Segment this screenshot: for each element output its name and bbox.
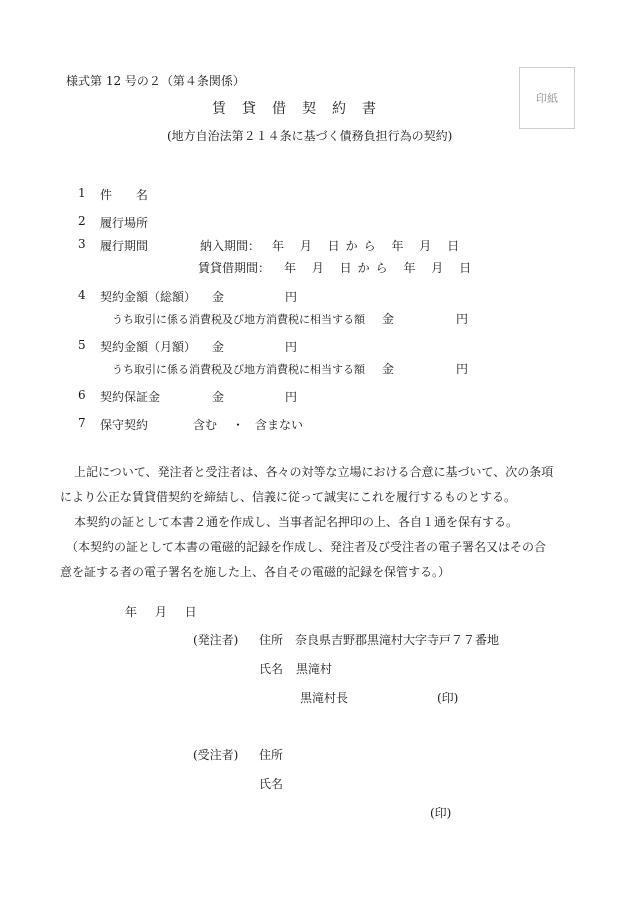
orderer-name-label: 氏名 xyxy=(259,662,284,676)
item-5-number: 5 xyxy=(78,338,86,352)
stamp-label: 印紙 xyxy=(536,92,558,105)
orderer-name: 黒滝村 xyxy=(296,662,333,676)
orderer-seal-mark: (印) xyxy=(437,691,459,705)
item-6-kin: 金 xyxy=(212,390,225,404)
item-4-tax-kin: 金 xyxy=(382,312,395,326)
lease-period-value: 年 月 日から 年 月 日 xyxy=(284,261,478,275)
contractor-seal-mark: (印) xyxy=(430,806,452,820)
lease-period-label: 賃貸借期間： xyxy=(198,261,271,275)
revenue-stamp-box xyxy=(519,67,575,129)
item-2-label: 履行場所 xyxy=(100,216,149,230)
orderer-address-label: 住所 xyxy=(259,633,284,647)
item-3-label: 履行期間 xyxy=(100,239,149,253)
item-1-label: 件 名 xyxy=(100,188,158,202)
item-3-number: 3 xyxy=(78,237,86,251)
item-5-tax-note: うち取引に係る消費税及び地方消費税に相当する額 xyxy=(112,363,365,376)
item-4-label: 契約金額（総額） xyxy=(100,290,197,304)
item-4-kin: 金 xyxy=(212,290,225,304)
body-paragraph-3-line-1: （本契約の証として本書の電磁的記録を作成し、発注者及び受注者の電子署名又はその合 xyxy=(66,540,547,554)
maintenance-option-exclude: 含まない xyxy=(255,418,304,432)
form-number: 様式第 12 号の２（第４条関係） xyxy=(66,74,245,88)
item-2-number: 2 xyxy=(78,214,86,228)
item-5-kin: 金 xyxy=(212,340,225,354)
item-6-number: 6 xyxy=(78,388,86,402)
contractor-name-label: 氏名 xyxy=(259,777,284,791)
item-7-number: 7 xyxy=(78,416,86,430)
delivery-period-value: 年 月 日から 年 月 日 xyxy=(272,239,466,253)
delivery-period-label: 納入期間： xyxy=(200,239,261,253)
body-paragraph-1-line-2: により公正な賃貸借契約を締結し、信義に従って誠実にこれを履行するものとする。 xyxy=(60,490,517,504)
item-7-label: 保守契約 xyxy=(100,418,149,432)
item-1-number: 1 xyxy=(78,186,86,200)
orderer-address: 奈良県吉野郡黒滝村大字寺戸７７番地 xyxy=(295,633,500,647)
contractor-label: (受注者) xyxy=(193,748,239,762)
item-5-label: 契約金額（月額） xyxy=(100,340,197,354)
item-6-yen: 円 xyxy=(285,390,298,404)
item-6-label: 契約保証金 xyxy=(100,390,161,404)
item-5-tax-kin: 金 xyxy=(382,362,395,376)
body-paragraph-2: 本契約の証として本書２通を作成し、当事者記名押印の上、各自１通を保有する。 xyxy=(74,515,519,529)
maintenance-option-include: 含む xyxy=(193,418,218,432)
item-5-yen: 円 xyxy=(285,340,298,354)
item-4-tax-note: うち取引に係る消費税及び地方消費税に相当する額 xyxy=(112,313,365,326)
maintenance-option-separator: ・ xyxy=(232,418,245,432)
body-paragraph-1-line-1: 上記について、発注者と受注者は、各々の対等な立場における合意に基づいて、次の条項 xyxy=(74,465,554,479)
orderer-label: (発注者) xyxy=(193,633,239,647)
contractor-address-label: 住所 xyxy=(259,748,284,762)
item-4-yen: 円 xyxy=(285,290,298,304)
item-4-tax-yen: 円 xyxy=(456,312,469,326)
item-5-tax-yen: 円 xyxy=(456,362,469,376)
contract-date: 年 月 日 xyxy=(125,605,204,619)
document-subtitle: (地方自治法第２１４条に基づく債務負担行為の契約) xyxy=(167,129,453,143)
orderer-representative: 黒滝村長 xyxy=(300,691,349,705)
item-4-number: 4 xyxy=(78,288,86,302)
contract-body xyxy=(60,460,580,585)
body-paragraph-3-line-2: 意を証する者の電子署名を施した上、各自その電磁的記録を保管する。） xyxy=(60,565,451,579)
document-title: 賃貸借契約書 xyxy=(212,101,392,117)
